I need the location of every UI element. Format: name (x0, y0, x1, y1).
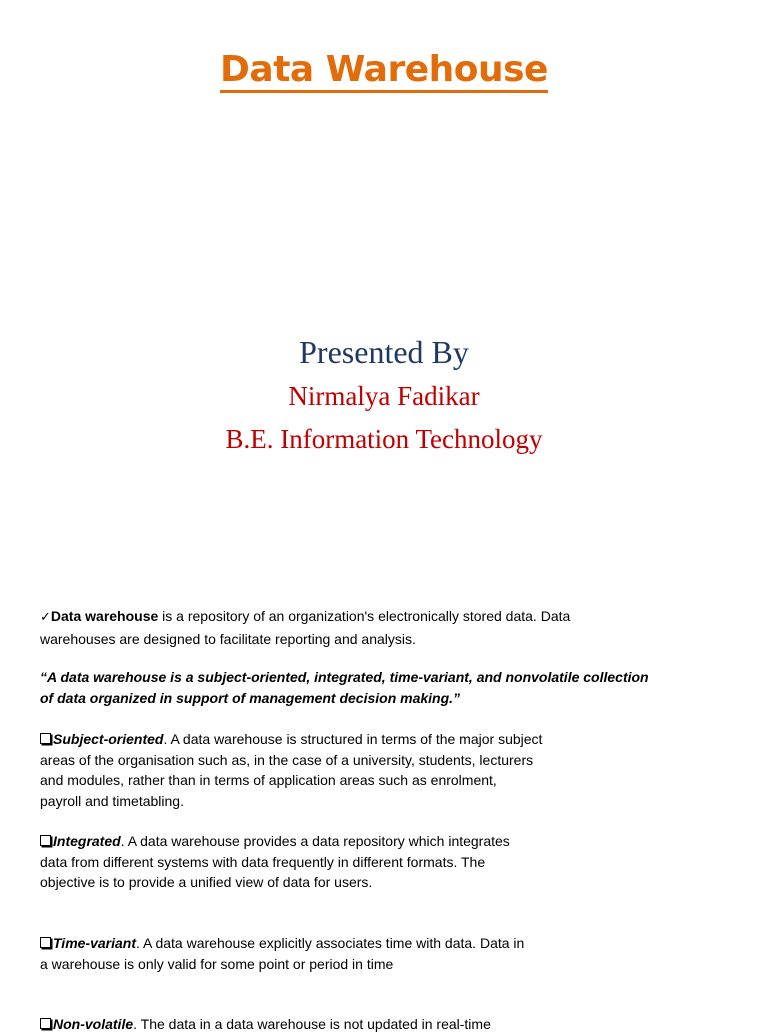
presented-by-label: Presented By (299, 334, 469, 370)
checkbox-bullet-icon (40, 835, 51, 846)
integrated-paragraph (40, 831, 740, 893)
intro-paragraph (40, 606, 740, 649)
intro-term: Data warehouse (50, 608, 159, 624)
integrated-line-3: objective is to provide a unified view of data for users. (40, 874, 373, 890)
subject-oriented-line-3: and modules, rather than in terms of application areas such as enrolment, (40, 772, 497, 788)
quote-line-1: “A data warehouse is a subject-oriented, integrated, time-variant, and nonvolatile collection (40, 669, 649, 685)
subject-oriented-line-4: payroll and timetabling. (40, 792, 184, 809)
presenter-degree: B.E. Information Technology (225, 424, 543, 454)
presenter-name: Nirmalya Fadikar (288, 381, 480, 411)
time-variant-term: Time-variant (53, 935, 136, 951)
checkbox-bullet-icon (40, 733, 51, 744)
intro-line-2: warehouses are designed to facilitate reporting and analysis. (40, 630, 416, 647)
subject-oriented-paragraph (40, 729, 740, 811)
subject-oriented-term: Subject-oriented (53, 731, 164, 747)
integrated-term: Integrated (53, 833, 121, 849)
page-title (0, 44, 768, 96)
time-variant-line-1: . A data warehouse explicitly associates time with data. Data in (136, 935, 525, 951)
subject-oriented-line-2: areas of the organisation such as, in the case of a university, students, lecturers (40, 751, 534, 768)
definition-quote (40, 667, 740, 708)
integrated-line-1: . A data warehouse provides a data repository which integrates (120, 833, 510, 849)
non-volatile-paragraph (40, 1014, 740, 1035)
intro-line-1: is a repository of an organization's electronically stored data. Data (158, 608, 571, 624)
checkmark-icon: ✓ (40, 610, 51, 625)
non-volatile-term: Non-volatile (53, 1016, 134, 1032)
time-variant-line-2: a warehouse is only valid for some point or period in time (40, 955, 394, 972)
time-variant-paragraph (40, 933, 740, 974)
integrated-line-2: data from different systems with data frequently in different formats. The (40, 853, 486, 870)
page-title-text: Data Warehouse (220, 49, 548, 93)
checkbox-bullet-icon (40, 937, 51, 948)
non-volatile-line-1: . The data in a data warehouse is not updated in real-time (133, 1016, 491, 1032)
subject-oriented-line-1: . A data warehouse is structured in terms of the major subject (163, 731, 543, 747)
quote-line-2: of data organized in support of management decision making.” (40, 689, 461, 706)
